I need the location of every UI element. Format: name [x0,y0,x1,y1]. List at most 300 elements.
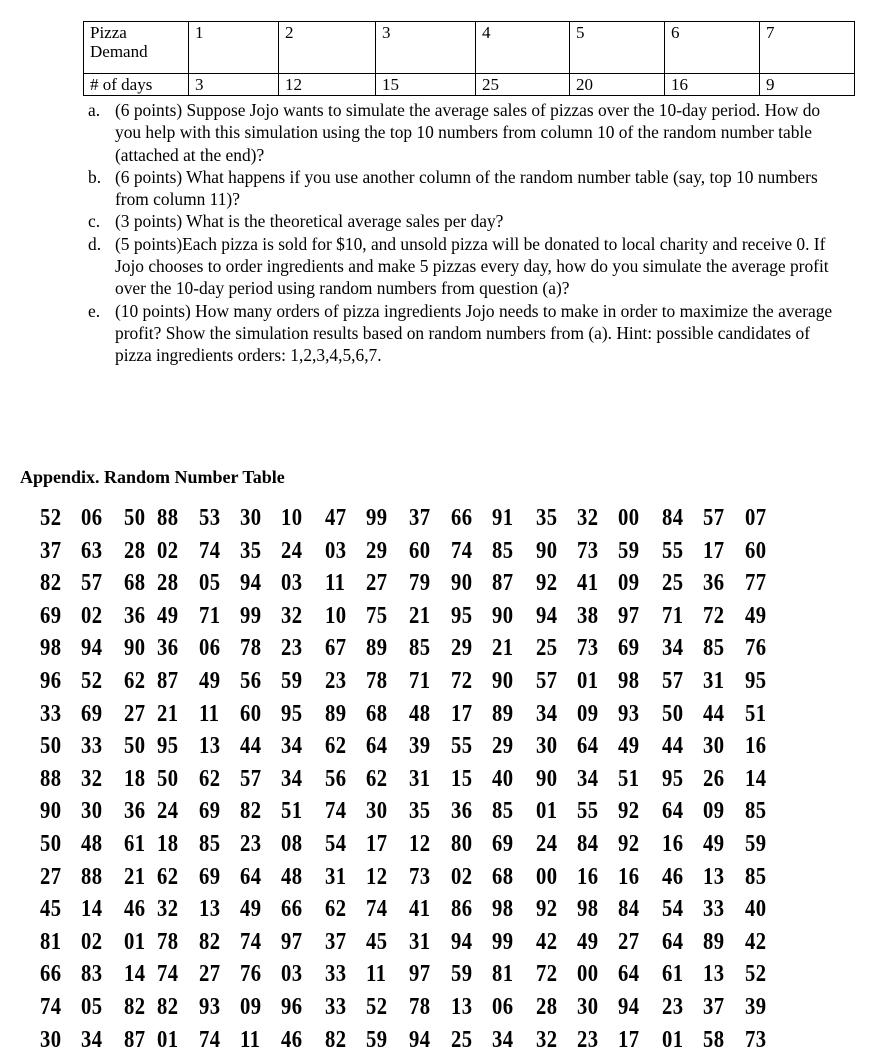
question-marker: d. [88,233,102,254]
random-number: 78 [366,668,388,694]
question-marker: e. [88,300,101,321]
random-number: 30 [577,994,599,1020]
random-number: 34 [81,1026,103,1053]
random-number: 74 [451,537,473,564]
random-number: 37 [409,505,431,531]
random-number: 29 [492,733,514,760]
question-a [88,99,848,166]
random-number: 98 [40,635,62,662]
random-number: 30 [366,798,388,825]
random-number: 15 [451,765,473,792]
random-number: 55 [577,798,599,825]
random-table-row [0,503,869,533]
random-number: 63 [81,537,103,564]
random-number: 49 [703,831,725,857]
random-number: 94 [409,1026,431,1053]
random-number: 90 [40,798,62,825]
random-number: 74 [40,994,62,1020]
random-number: 55 [451,733,473,760]
random-number: 92 [536,896,558,923]
random-number: 89 [366,635,388,662]
random-number: 81 [492,961,514,988]
random-number: 37 [325,928,347,955]
random-number: 74 [240,928,262,955]
random-number: 71 [199,602,221,629]
random-table-row [0,894,869,924]
random-number: 33 [703,896,725,923]
random-number: 87 [492,570,514,597]
random-number: 36 [124,602,146,629]
random-number: 31 [703,668,725,694]
random-number: 94 [451,928,473,955]
random-number: 24 [536,831,558,857]
random-number: 85 [745,798,767,825]
random-number: 85 [492,537,514,564]
random-number: 50 [40,831,62,857]
random-number: 50 [662,700,684,727]
random-number: 95 [662,765,684,792]
question-text: (10 points) How many orders of pizza ingredients Jojo needs to make in order to maximize the average profit? Show the simulation results based on random numbers from (a). Hint: possible candidates of pizza ingredients orders: 1,2,3,4,5,6,7. [115,300,833,366]
random-number: 09 [240,994,262,1020]
random-number: 78 [240,635,262,662]
random-number: 11 [366,961,387,988]
random-number: 47 [325,505,347,531]
random-number: 26 [703,765,725,792]
random-number: 28 [536,994,558,1020]
demand-row [84,22,855,74]
random-number: 75 [366,602,388,629]
random-number: 52 [81,668,103,694]
random-number: 74 [157,961,179,988]
question-marker: c. [88,211,101,232]
random-number: 21 [124,863,146,890]
random-number: 09 [618,570,640,597]
random-number: 57 [536,668,558,694]
random-number: 35 [536,505,558,531]
days-cell: 25 [476,74,570,96]
random-number: 64 [366,733,388,760]
random-number: 14 [124,961,146,988]
random-number: 01 [662,1026,684,1053]
random-number: 72 [703,602,725,629]
random-number: 34 [577,765,599,792]
random-number: 81 [40,928,62,955]
random-number: 98 [492,896,514,923]
random-number: 89 [703,928,725,955]
question-text: (5 points)Each pizza is sold for $10, and unsold pizza will be donated to local charity and receive 0. If Jojo chooses to order ingredients and make 5 pizzas every day, how do you simulate the average profit over the 10-day period using random numbers from question (a)? [115,233,829,299]
random-number: 60 [409,537,431,564]
random-number: 02 [451,863,473,890]
random-number: 52 [40,505,62,531]
demand-cell: 5 [570,22,665,74]
random-number: 57 [81,570,103,597]
random-number: 96 [281,994,303,1020]
random-number: 50 [124,505,146,531]
random-number: 10 [325,602,347,629]
random-number: 56 [325,765,347,792]
random-number: 67 [325,635,347,662]
random-number: 36 [703,570,725,597]
random-number: 68 [366,700,388,727]
random-number: 30 [240,505,262,531]
random-number: 02 [81,602,103,629]
random-number: 14 [81,896,103,923]
random-number: 27 [199,961,221,988]
random-number: 50 [124,733,146,760]
random-number: 28 [124,537,146,564]
random-number: 76 [745,635,767,662]
random-number: 84 [618,896,640,923]
random-number: 69 [199,863,221,890]
random-number: 46 [281,1026,303,1053]
random-number: 06 [492,994,514,1020]
days-cell: 16 [665,74,760,96]
random-number: 89 [492,700,514,727]
random-number: 76 [240,961,262,988]
random-number: 49 [240,896,262,923]
random-number: 16 [662,831,684,857]
random-number: 90 [536,765,558,792]
random-number: 33 [325,994,347,1020]
row-label-days: # of days [84,74,189,96]
random-number: 41 [577,570,599,597]
random-number: 60 [745,537,767,564]
random-number: 90 [536,537,558,564]
random-number: 77 [745,570,767,597]
random-number: 64 [618,961,640,988]
random-number: 74 [199,537,221,564]
random-number: 59 [281,668,303,694]
random-number: 18 [157,831,179,857]
random-number: 30 [40,1026,62,1053]
random-number: 11 [325,570,346,597]
random-number: 97 [409,961,431,988]
random-number: 49 [745,602,767,629]
random-number: 16 [577,863,599,890]
random-number: 99 [492,928,514,955]
random-number: 95 [451,602,473,629]
random-number: 34 [492,1026,514,1053]
random-number: 50 [157,765,179,792]
random-number: 62 [366,765,388,792]
random-number: 17 [451,700,473,727]
random-number: 94 [81,635,103,662]
random-number: 97 [618,602,640,629]
days-cell: 20 [570,74,665,96]
random-number: 82 [325,1026,347,1053]
random-number: 30 [536,733,558,760]
random-number: 00 [577,961,599,988]
random-number: 35 [409,798,431,825]
random-number: 85 [199,831,221,857]
random-number: 32 [157,896,179,923]
random-number: 61 [662,961,684,988]
random-number: 72 [536,961,558,988]
random-number: 46 [662,863,684,890]
random-number: 62 [124,668,146,694]
random-number: 39 [409,733,431,760]
random-number: 28 [157,570,179,597]
question-marker: a. [88,100,101,120]
random-number: 89 [325,700,347,727]
random-table-row [0,568,869,598]
random-number: 69 [199,798,221,825]
random-number: 86 [451,896,473,923]
random-number: 27 [124,700,146,727]
random-number: 27 [618,928,640,955]
random-number: 84 [577,831,599,857]
random-number: 31 [409,928,431,955]
random-number: 90 [492,602,514,629]
random-number: 51 [281,798,303,825]
random-number: 83 [81,961,103,988]
random-number: 66 [40,961,62,988]
random-number: 80 [451,831,473,857]
demand-cell: 7 [760,22,855,74]
random-number: 73 [577,537,599,564]
random-number: 69 [492,831,514,857]
random-number: 82 [199,928,221,955]
random-number: 45 [366,928,388,955]
random-number: 24 [281,537,303,564]
random-number: 78 [409,994,431,1020]
random-table-row [0,601,869,631]
question-b [88,166,848,211]
random-number: 51 [618,765,640,792]
random-table-row [0,959,869,989]
question-d [88,233,848,300]
random-table-row [0,731,869,761]
random-number: 72 [451,668,473,694]
random-number: 35 [240,537,262,564]
random-number: 42 [536,928,558,955]
random-number: 07 [745,505,767,531]
random-number: 13 [451,994,473,1020]
random-table-row [0,992,869,1022]
random-table-row [0,829,869,859]
random-number: 68 [492,863,514,890]
random-number: 56 [240,668,262,694]
random-number: 42 [745,928,767,955]
random-number: 82 [40,570,62,597]
random-table-row [0,633,869,663]
random-number: 25 [662,570,684,597]
random-number: 37 [703,994,725,1020]
random-number: 23 [662,994,684,1020]
random-table-row [0,764,869,794]
question-text: (3 points) What is the theoretical average sales per day? [115,211,504,232]
random-number: 84 [662,505,684,531]
random-number: 99 [240,602,262,629]
random-number: 92 [618,831,640,857]
random-number: 48 [81,831,103,857]
random-number: 88 [81,863,103,890]
random-number: 95 [745,668,767,694]
random-number: 21 [409,602,431,629]
random-number: 06 [81,505,103,531]
random-number: 85 [745,863,767,890]
question-marker: b. [88,166,102,187]
random-number: 57 [240,765,262,792]
random-number: 71 [409,668,431,694]
random-number: 00 [618,505,640,531]
random-number: 90 [124,635,146,662]
random-number: 85 [492,798,514,825]
random-table-row [0,927,869,957]
random-number: 85 [703,635,725,662]
random-number: 16 [745,733,767,760]
random-number: 78 [157,928,179,955]
random-number: 23 [325,668,347,694]
appendix-title: Appendix. Random Number Table [20,467,285,487]
random-number: 54 [325,831,347,857]
random-number: 62 [325,896,347,923]
random-number: 62 [157,863,179,890]
demand-cell: 2 [279,22,376,74]
random-number: 98 [577,896,599,923]
random-number: 40 [745,896,767,923]
random-number: 17 [618,1026,640,1053]
random-number: 32 [81,765,103,792]
random-number: 01 [157,1026,179,1053]
random-number: 32 [577,505,599,531]
random-number: 99 [366,505,388,531]
days-cell: 3 [189,74,279,96]
random-number: 01 [124,928,146,955]
random-number: 92 [536,570,558,597]
random-number: 17 [703,537,725,564]
random-number: 50 [40,733,62,760]
random-number: 64 [577,733,599,760]
random-number: 64 [240,863,262,890]
random-number: 62 [199,765,221,792]
random-number: 59 [745,831,767,857]
random-number: 31 [325,863,347,890]
random-number: 34 [281,733,303,760]
days-row [84,74,855,96]
random-number: 25 [536,635,558,662]
random-number: 88 [157,505,179,531]
random-number: 49 [199,668,221,694]
random-number: 74 [199,1026,221,1053]
random-number: 12 [409,831,431,857]
random-number: 82 [157,994,179,1020]
random-number: 10 [281,505,303,531]
random-number: 02 [157,537,179,564]
random-number: 52 [366,994,388,1020]
random-number: 62 [325,733,347,760]
random-number: 39 [745,994,767,1020]
random-number: 85 [409,635,431,662]
random-number: 92 [618,798,640,825]
random-number: 74 [366,896,388,923]
random-number: 03 [281,570,303,597]
random-number: 48 [409,700,431,727]
random-number: 40 [492,765,514,792]
random-number: 12 [366,863,388,890]
random-number: 02 [81,928,103,955]
random-number: 73 [745,1026,767,1053]
random-number: 11 [240,1026,261,1053]
demand-cell: 4 [476,22,570,74]
random-number: 33 [81,733,103,760]
random-number: 41 [409,896,431,923]
random-number: 27 [366,570,388,597]
random-number: 08 [281,831,303,857]
random-number: 01 [536,798,558,825]
random-number: 27 [40,863,62,890]
random-number: 03 [325,537,347,564]
random-number: 97 [281,928,303,955]
random-number: 68 [124,570,146,597]
random-number: 59 [366,1026,388,1053]
demand-cell: 6 [665,22,760,74]
random-number: 73 [577,635,599,662]
random-number: 57 [703,505,725,531]
random-number: 34 [662,635,684,662]
pizza-demand-table [83,21,855,96]
demand-cell: 3 [376,22,476,74]
random-number: 69 [40,602,62,629]
random-number: 30 [81,798,103,825]
random-number: 66 [281,896,303,923]
question-text: (6 points) What happens if you use another column of the random number table (say, top 10 numbers from column 11)? [115,166,818,210]
random-number: 23 [577,1026,599,1053]
random-number: 36 [124,798,146,825]
random-number: 49 [618,733,640,760]
random-number: 32 [536,1026,558,1053]
random-number: 49 [577,928,599,955]
random-number: 71 [662,602,684,629]
random-table-row [0,699,869,729]
random-number: 33 [40,700,62,727]
random-number: 13 [199,733,221,760]
random-number: 13 [703,863,725,890]
random-number: 36 [157,635,179,662]
random-number: 00 [536,863,558,890]
random-number: 93 [618,700,640,727]
random-number: 44 [240,733,262,760]
random-number: 44 [662,733,684,760]
random-number: 33 [325,961,347,988]
random-number: 90 [492,668,514,694]
random-number: 59 [451,961,473,988]
random-number: 14 [745,765,767,792]
random-table-row [0,796,869,826]
random-number: 88 [40,765,62,792]
random-number: 05 [199,570,221,597]
random-number: 73 [409,863,431,890]
random-number: 48 [281,863,303,890]
random-number: 60 [240,700,262,727]
random-number: 06 [199,635,221,662]
random-number: 57 [662,668,684,694]
random-number: 66 [451,505,473,531]
random-number: 16 [618,863,640,890]
random-number: 23 [240,831,262,857]
random-number: 38 [577,602,599,629]
random-number: 94 [536,602,558,629]
random-number: 61 [124,831,146,857]
random-number: 24 [157,798,179,825]
random-number: 55 [662,537,684,564]
random-number: 95 [281,700,303,727]
days-cell: 12 [279,74,376,96]
random-number: 58 [703,1026,725,1053]
random-number: 64 [662,798,684,825]
random-number: 21 [492,635,514,662]
random-number: 94 [240,570,262,597]
